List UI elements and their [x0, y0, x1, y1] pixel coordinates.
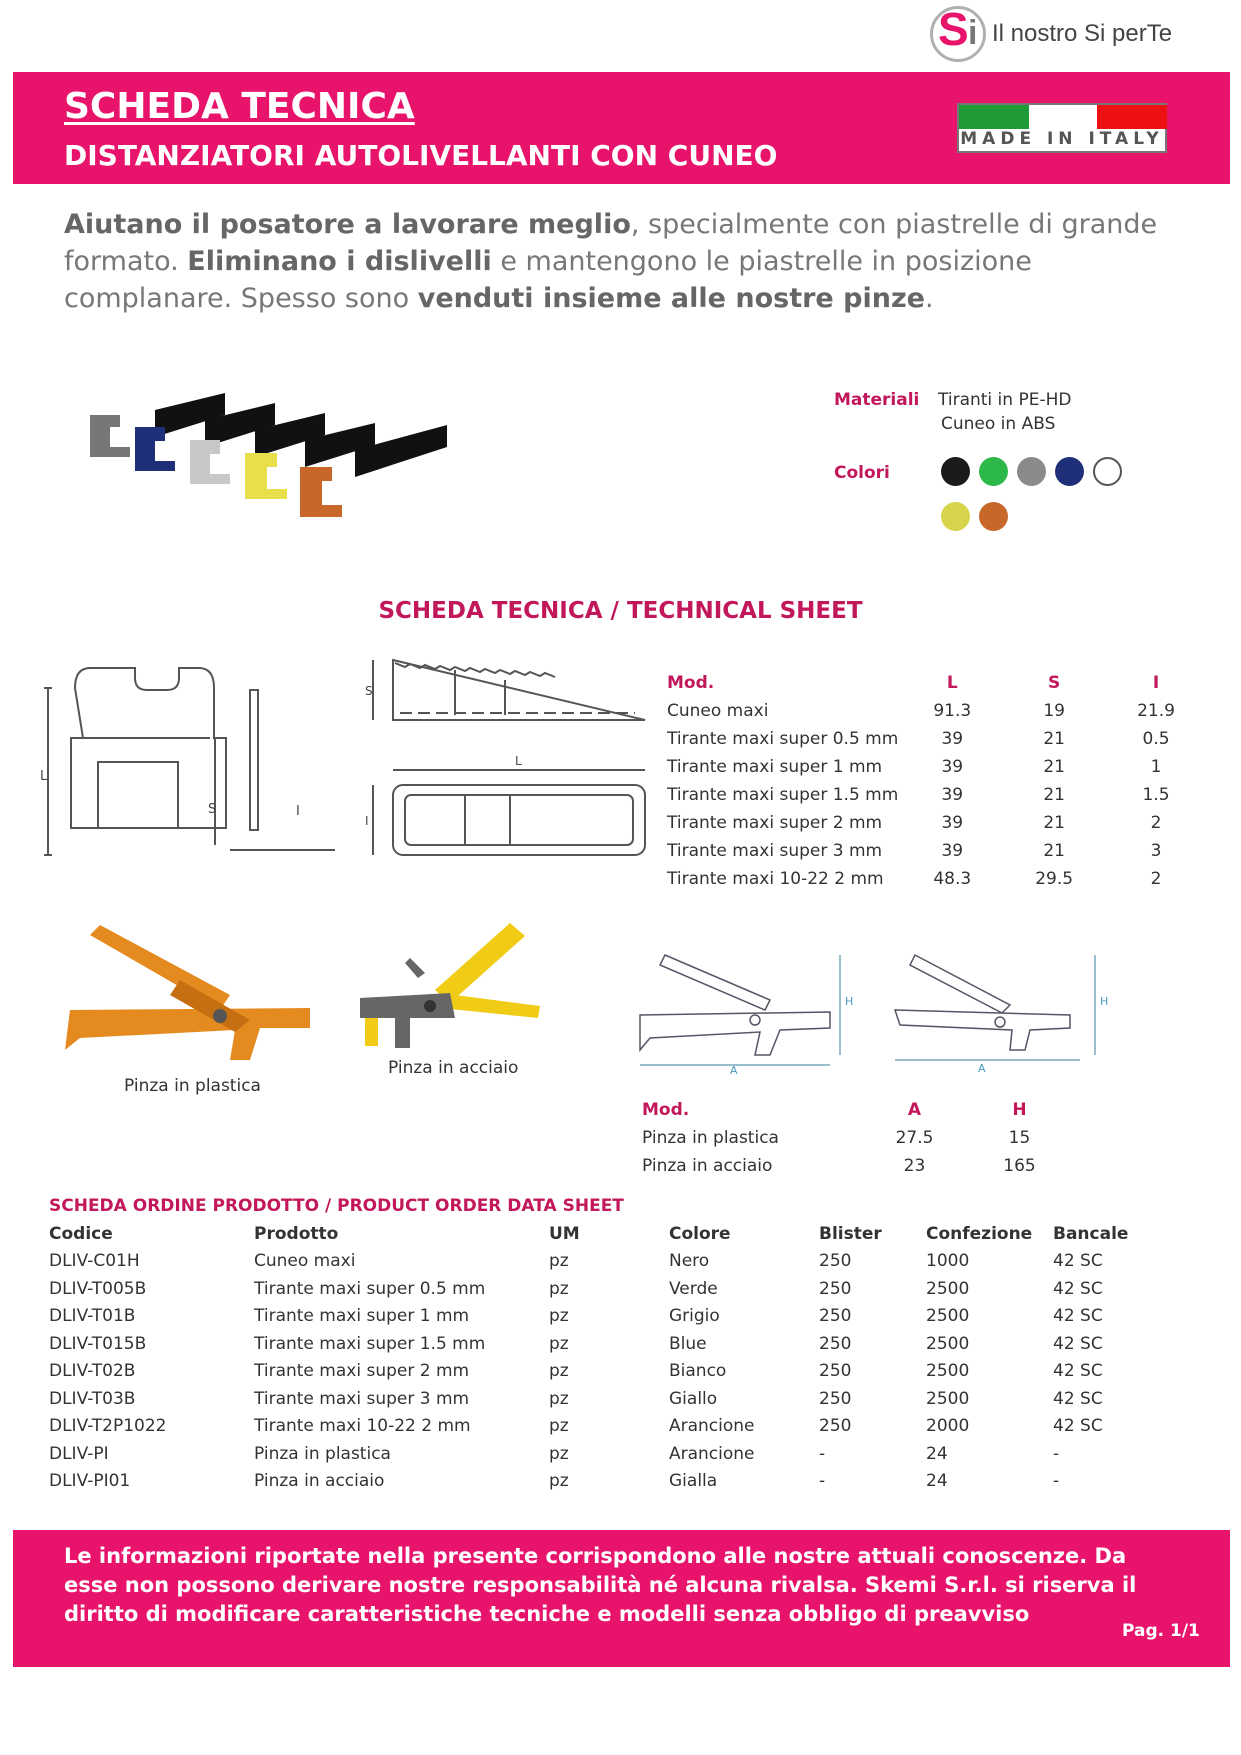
order-table-row-cell: DLIV-T2P1022	[49, 1416, 167, 1437]
spacer-technical-drawing	[40, 655, 340, 860]
logo-letter-i: i	[968, 14, 978, 52]
made-in-italy-text: MADE IN ITALY	[960, 129, 1164, 149]
order-table-row-cell: Verde	[669, 1278, 718, 1299]
tech-table-row	[667, 781, 1207, 809]
order-table-row-cell: -	[1053, 1443, 1060, 1464]
order-table-row-cell: 250	[819, 1416, 852, 1437]
tech-table-row-cell: 29.5	[1035, 869, 1074, 889]
svg-text:I: I	[365, 814, 369, 828]
order-table-row-cell: Nero	[669, 1251, 710, 1272]
tech-table-row-cell: 21	[1043, 785, 1065, 805]
order-table-row	[49, 1468, 1149, 1496]
color-swatch	[1055, 457, 1084, 486]
order-table-row-cell: 2500	[926, 1388, 970, 1409]
page-title: SCHEDA TECNICA	[64, 86, 415, 127]
svg-text:I: I	[296, 804, 300, 819]
tech-table-row	[667, 697, 1207, 725]
order-table-row-cell: Arancione	[669, 1443, 755, 1464]
tech-table-row	[667, 753, 1207, 781]
tech-header-s: S	[1048, 673, 1061, 693]
tech-table-row-cell: 39	[941, 757, 964, 777]
color-swatch	[1017, 457, 1046, 486]
pliers-header-mod: Mod.	[642, 1100, 690, 1120]
order-table-row	[49, 1385, 1149, 1413]
order-table-row-cell: 42 SC	[1053, 1333, 1103, 1354]
pliers-header-a: A	[907, 1100, 922, 1120]
order-header-um: UM	[549, 1223, 580, 1244]
order-table-row-cell: 42 SC	[1053, 1388, 1103, 1409]
tech-table-row-cell: Tirante maxi super 1 mm	[667, 757, 883, 777]
order-table-row-cell: 2000	[926, 1416, 970, 1437]
tech-table-row-cell: 91.3	[933, 701, 972, 721]
order-table-row-cell: pz	[549, 1361, 569, 1382]
svg-text:L: L	[40, 769, 48, 784]
order-table-row-cell: 250	[819, 1388, 852, 1409]
order-table-row-cell: 2500	[926, 1361, 970, 1382]
colors-label: Colori	[834, 463, 890, 483]
steel-pliers-caption: Pinza in acciaio	[388, 1058, 519, 1078]
order-table-row-cell: 250	[819, 1361, 852, 1382]
plastic-pliers-drawing	[630, 950, 870, 1075]
order-table-row-cell: 42 SC	[1053, 1251, 1103, 1272]
plastic-pliers-image	[60, 920, 320, 1070]
tech-table-row-cell: Tirante maxi super 2 mm	[667, 813, 883, 833]
order-table-row-cell: DLIV-T005B	[49, 1278, 147, 1299]
tech-table-row-cell: 39	[941, 813, 964, 833]
order-table-row-cell: pz	[549, 1443, 569, 1464]
tech-table-row-cell: 2	[1150, 869, 1162, 889]
order-table-row	[49, 1440, 1149, 1468]
tech-table-row	[667, 809, 1207, 837]
order-table-row-cell: Tirante maxi super 0.5 mm	[254, 1278, 486, 1299]
order-table-row-cell: pz	[549, 1333, 569, 1354]
order-table-row-cell: DLIV-T015B	[49, 1333, 147, 1354]
svg-text:S: S	[208, 802, 217, 817]
tech-table-row-cell: Tirante maxi super 1.5 mm	[667, 785, 899, 805]
order-table-row-cell: pz	[549, 1251, 569, 1272]
tech-table-row-cell: 39	[941, 729, 964, 749]
order-header-prodotto: Prodotto	[254, 1223, 339, 1244]
order-table-row-cell: -	[1053, 1471, 1060, 1492]
tech-table-row-cell: 3	[1150, 841, 1162, 861]
order-table-row-cell: Giallo	[669, 1388, 718, 1409]
materials-line1: Tiranti in PE-HD	[938, 390, 1072, 410]
order-table-row-cell: pz	[549, 1416, 569, 1437]
order-table-row	[49, 1358, 1149, 1386]
order-table-row-cell: 24	[926, 1471, 948, 1492]
order-table-row-cell: 250	[819, 1333, 852, 1354]
pliers-table-row-cell: 27.5	[895, 1128, 934, 1148]
tech-table-row-cell: 21	[1043, 729, 1065, 749]
order-table-row-cell: 250	[819, 1251, 852, 1272]
svg-text:A: A	[730, 1064, 738, 1075]
order-table-row-cell: 42 SC	[1053, 1278, 1103, 1299]
svg-text:H: H	[845, 995, 854, 1008]
materials-line2: Cuneo in ABS	[941, 414, 1056, 434]
tech-table-row-cell: Tirante maxi 10-22 2 mm	[667, 869, 884, 889]
order-table-row-cell: pz	[549, 1388, 569, 1409]
color-swatch	[1093, 457, 1122, 486]
tech-table-header	[667, 669, 1207, 697]
order-table-header	[49, 1220, 1149, 1248]
pliers-table-row-cell: Pinza in acciaio	[642, 1156, 773, 1176]
color-swatch	[979, 457, 1008, 486]
tech-table-row-cell: 21	[1043, 757, 1065, 777]
order-table-row-cell: Pinza in plastica	[254, 1443, 391, 1464]
steel-pliers-image	[350, 918, 550, 1058]
tech-table	[667, 669, 1207, 893]
order-table-row-cell: 1000	[926, 1251, 970, 1272]
order-table-row-cell: DLIV-PI01	[49, 1471, 131, 1492]
order-table-row-cell: -	[819, 1443, 826, 1464]
materials-label: Materiali	[834, 390, 920, 410]
order-table-row-cell: 42 SC	[1053, 1306, 1103, 1327]
tech-table-row-cell: 21	[1043, 813, 1065, 833]
order-table-row-cell: 24	[926, 1443, 948, 1464]
order-table-row-cell: DLIV-T02B	[49, 1361, 136, 1382]
logo-letter-s: S	[938, 3, 969, 55]
tech-table-row-cell: Cuneo maxi	[667, 701, 769, 721]
svg-text:L: L	[515, 754, 522, 768]
order-table-row-cell: 250	[819, 1306, 852, 1327]
pliers-table	[642, 1096, 1072, 1180]
order-header-bancale: Bancale	[1053, 1223, 1129, 1244]
tech-table-row-cell: 39	[941, 841, 964, 861]
order-table-row	[49, 1330, 1149, 1358]
order-table-row-cell: pz	[549, 1306, 569, 1327]
tech-header-l: L	[946, 673, 958, 693]
tech-table-row-cell: 21	[1043, 841, 1065, 861]
order-table-row-cell: 250	[819, 1278, 852, 1299]
order-table-row-cell: -	[819, 1471, 826, 1492]
order-table-row	[49, 1275, 1149, 1303]
tech-table-row-cell: 19	[1043, 701, 1065, 721]
order-header-blister: Blister	[819, 1223, 882, 1244]
wedge-technical-drawing	[365, 655, 655, 865]
pliers-table-header	[642, 1096, 1072, 1124]
tech-table-row-cell: 39	[941, 785, 964, 805]
order-table-row-cell: Tirante maxi super 2 mm	[254, 1361, 470, 1382]
pliers-table-row-cell: Pinza in plastica	[642, 1128, 779, 1148]
order-table-row	[49, 1413, 1149, 1441]
order-sheet-title: SCHEDA ORDINE PRODOTTO / PRODUCT ORDER DATA SHEET	[49, 1196, 624, 1216]
pliers-table-row-cell: 165	[1003, 1156, 1036, 1176]
tech-table-row	[667, 865, 1207, 893]
steel-pliers-drawing	[890, 950, 1120, 1075]
order-table-row-cell: Bianco	[669, 1361, 727, 1382]
page-subtitle: DISTANZIATORI AUTOLIVELLANTI CON CUNEO	[64, 139, 778, 172]
pliers-table-row	[642, 1152, 1072, 1180]
order-table-row-cell: Blue	[669, 1333, 707, 1354]
svg-text:A: A	[978, 1062, 986, 1075]
pliers-header-h: H	[1012, 1100, 1027, 1120]
intro-paragraph: Aiutano il posatore a lavorare meglio, specialmente con piastrelle di grande formato. Eliminano i dislivelli e mantengono le piastrelle in posizione complanare. Spesso sono venduti insieme alle nostre pinze.	[64, 209, 1158, 314]
brand-tagline: Il nostro Si perTe	[992, 20, 1173, 47]
color-swatch	[941, 457, 970, 486]
order-table-row-cell: DLIV-T01B	[49, 1306, 136, 1327]
order-table-row-cell: DLIV-T03B	[49, 1388, 136, 1409]
order-table-row-cell: Tirante maxi 10-22 2 mm	[254, 1416, 471, 1437]
order-table-row-cell: Tirante maxi super 3 mm	[254, 1388, 470, 1409]
made-in-italy-badge	[957, 103, 1167, 153]
tech-header-mod: Mod.	[667, 673, 715, 693]
footer-disclaimer: Le informazioni riportate nella presente corrispondono alle nostre attuali conoscenze. Da esse non possono derivare nostre responsabilità né alcuna rivalsa. Skemi S.r.l. si riserva il diritto di modificare caratteristiche tecniche e modelli senza obbligo di preavviso	[64, 1544, 1137, 1626]
pliers-table-row-cell: 15	[1008, 1128, 1031, 1148]
order-table-row-cell: DLIV-PI	[49, 1443, 109, 1464]
svg-text:H: H	[1100, 995, 1109, 1008]
pliers-table-row	[642, 1124, 1072, 1152]
order-table-row-cell: 42 SC	[1053, 1416, 1103, 1437]
order-table-row	[49, 1303, 1149, 1331]
tech-table-row-cell: Tirante maxi super 0.5 mm	[667, 729, 899, 749]
order-table-row	[49, 1248, 1149, 1276]
tech-sheet-title: SCHEDA TECNICA / TECHNICAL SHEET	[378, 598, 863, 624]
tech-table-row-cell: 1	[1150, 757, 1162, 777]
order-table	[49, 1220, 1149, 1495]
tech-table-row-cell: 1.5	[1142, 785, 1170, 805]
order-table-row-cell: 2500	[926, 1278, 970, 1299]
order-header-colore: Colore	[669, 1223, 731, 1244]
tech-header-i: I	[1152, 673, 1160, 693]
tech-table-row	[667, 725, 1207, 753]
svg-text:S: S	[365, 684, 373, 698]
spacers-product-image	[85, 385, 465, 545]
order-header-codice: Codice	[49, 1223, 113, 1244]
order-table-row-cell: Tirante maxi super 1 mm	[254, 1306, 470, 1327]
page-number: Pag. 1/1	[1122, 1621, 1200, 1641]
order-table-row-cell: Arancione	[669, 1416, 755, 1437]
order-table-row-cell: pz	[549, 1278, 569, 1299]
order-table-row-cell: 2500	[926, 1306, 970, 1327]
tech-table-row	[667, 837, 1207, 865]
order-table-row-cell: 42 SC	[1053, 1361, 1103, 1382]
color-swatch	[941, 502, 970, 531]
tech-table-row-cell: 2	[1150, 813, 1162, 833]
order-header-confezione: Confezione	[926, 1223, 1033, 1244]
plastic-pliers-caption: Pinza in plastica	[124, 1076, 261, 1096]
tech-table-row-cell: 21.9	[1137, 701, 1175, 721]
color-swatch	[979, 502, 1008, 531]
order-table-row-cell: pz	[549, 1471, 569, 1492]
brand-logo	[930, 3, 1180, 64]
order-table-row-cell: Pinza in acciaio	[254, 1471, 385, 1492]
pliers-table-row-cell: 23	[903, 1156, 926, 1176]
order-table-row-cell: Cuneo maxi	[254, 1251, 356, 1272]
tech-table-row-cell: 48.3	[933, 869, 972, 889]
order-table-row-cell: DLIV-C01H	[49, 1251, 140, 1272]
order-table-row-cell: Grigio	[669, 1306, 720, 1327]
order-table-row-cell: Gialla	[669, 1471, 718, 1492]
order-table-row-cell: Tirante maxi super 1.5 mm	[254, 1333, 486, 1354]
tech-table-row-cell: 0.5	[1142, 729, 1170, 749]
tech-table-row-cell: Tirante maxi super 3 mm	[667, 841, 883, 861]
order-table-row-cell: 2500	[926, 1333, 970, 1354]
